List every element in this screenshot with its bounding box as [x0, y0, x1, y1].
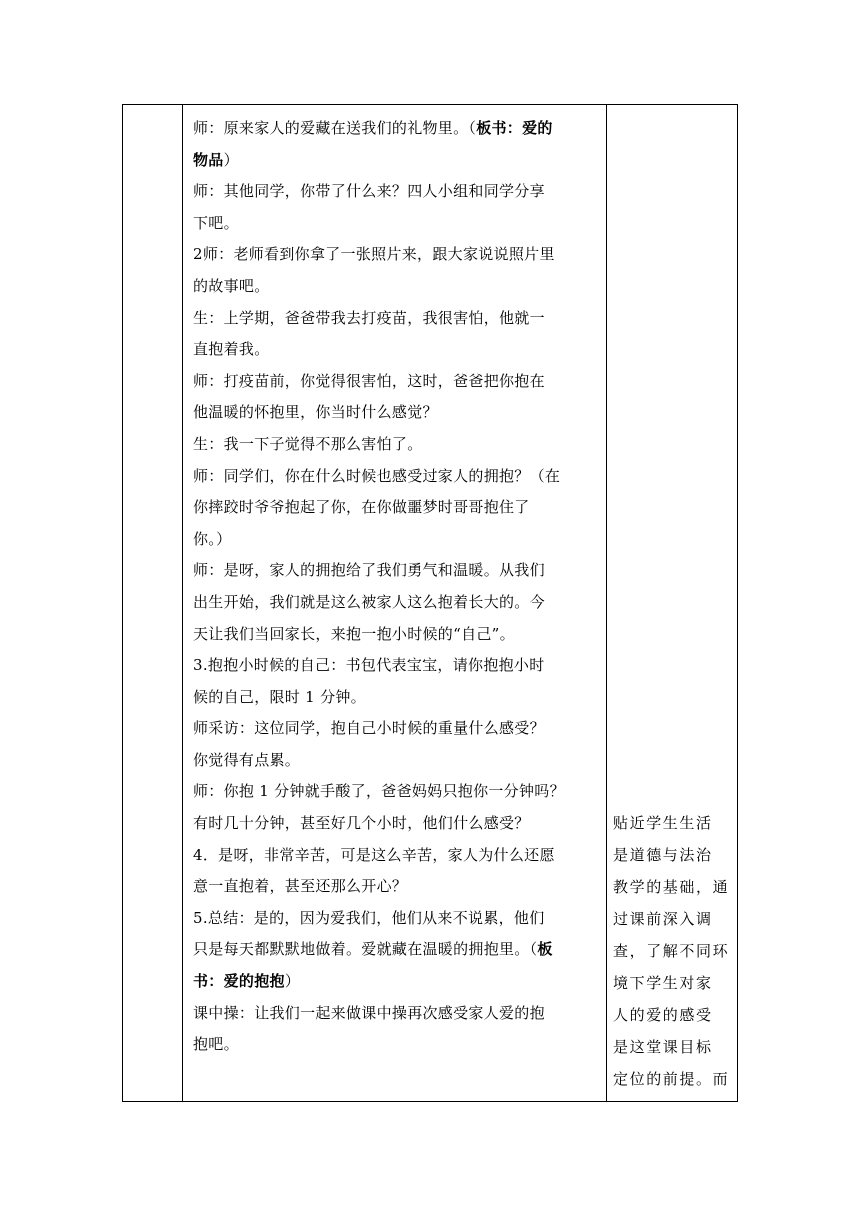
line-text: 师：同学们，你在什么时候也感受过家人的拥抱？（在: [193, 466, 561, 485]
note-text-line: 贴近学生生活: [613, 814, 713, 832]
line-text: 候的自己，限时 1 分钟。: [193, 687, 366, 706]
note-text-line: 教学的基础，通: [613, 878, 730, 896]
main-text-line: [193, 176, 605, 208]
main-text-line: [193, 145, 605, 177]
main-text-line: [193, 334, 605, 366]
line-text: ）: [284, 972, 301, 991]
column-divider-right: [606, 105, 607, 1101]
lesson-table: [122, 104, 738, 1102]
main-text-line: [193, 366, 605, 398]
line-text: 课中操：让我们一起来做课中操再次感受家人爱的抱: [193, 1003, 545, 1022]
line-text: 师：打疫苗前，你觉得很害怕，这时，爸爸把你抱在: [193, 371, 545, 390]
line-text: 他温暖的怀抱里，你当时什么感觉？: [193, 403, 438, 422]
main-text-line: [193, 271, 605, 303]
main-text-line: [193, 903, 605, 935]
line-text: 抱吧。: [193, 1035, 239, 1054]
line-text: 师：原来家人的爱藏在送我们的礼物里。（: [193, 119, 477, 137]
line-text: 5.总结：是的，因为爱我们，他们从来不说累，他们: [193, 908, 545, 927]
board-note-text: 板: [537, 940, 553, 959]
line-text: 2师：老师看到你拿了一张照片来，跟大家说说照片里: [193, 245, 555, 264]
line-text: 直抱着我。: [193, 340, 270, 359]
design-intent-cell: [613, 807, 735, 1095]
main-text-line: [193, 397, 605, 429]
line-text: 师：你抱 1 分钟就手酸了，爸爸妈妈只抱你一分钟吗？: [193, 782, 565, 801]
main-text-line: [193, 429, 605, 461]
main-text-line: [193, 871, 605, 903]
board-note-text: 板书：爱的: [476, 119, 553, 137]
note-text-line: 过课前深入调: [613, 910, 713, 928]
main-text-line: [193, 208, 605, 240]
line-text: 生：我一下子觉得不那么害怕了。: [193, 434, 423, 453]
main-text-line: [193, 461, 605, 493]
line-text: 的故事吧。: [193, 276, 270, 295]
main-text-line: [193, 966, 605, 998]
main-text-line: [193, 619, 605, 651]
line-text: 你。）: [193, 529, 232, 548]
main-text-line: [193, 1029, 605, 1061]
main-text-line: [193, 303, 605, 335]
main-text-line: [193, 998, 605, 1030]
board-note-text: 物品: [193, 150, 224, 169]
main-text-line: [193, 492, 605, 524]
main-text-line: [193, 650, 605, 682]
line-text: 师：其他同学，你带了什么来？四人小组和同学分享: [193, 182, 545, 201]
line-text: 你摔跤时爷爷抱起了你，在你做噩梦时哥哥抱住了: [193, 498, 530, 517]
main-text-line: [193, 840, 605, 872]
line-text: 4．是呀，非常辛苦，可是这么辛苦，家人为什么还愿: [193, 845, 555, 864]
line-text: 意一直抱着，甚至还那么开心？: [193, 877, 408, 896]
note-text-line: 定位的前提。而: [613, 1070, 730, 1088]
line-text: 出生开始，我们就是这么被家人这么抱着长大的。今: [193, 592, 545, 611]
note-text-line: 查，了解不同环: [613, 942, 730, 960]
line-text: 师采访：这位同学，抱自己小时候的重量什么感受？: [193, 719, 545, 738]
line-text: 你觉得有点累。: [193, 750, 301, 769]
main-text-line: [193, 745, 605, 777]
main-text-line: [193, 113, 605, 145]
teaching-process-cell: [193, 113, 605, 1061]
line-text: 有时几十分钟，甚至好几个小时，他们什么感受？: [193, 814, 530, 833]
line-text: 下吧。: [193, 213, 239, 232]
main-text-line: [193, 682, 605, 714]
main-text-line: [193, 934, 605, 966]
main-text-line: [193, 713, 605, 745]
main-text-line: [193, 555, 605, 587]
line-text: 只是每天都默默地做着。爱就藏在温暖的拥抱里。（: [193, 940, 538, 959]
note-text-line: 人的爱的感受: [613, 1006, 713, 1024]
note-text-line: 境下学生对家: [613, 974, 713, 992]
main-text-line: [193, 239, 605, 271]
note-text-line: 是道德与法治: [613, 846, 713, 864]
line-text: ）: [223, 150, 239, 169]
main-text-line: [193, 776, 605, 808]
column-divider-left: [182, 105, 183, 1101]
line-text: 3.抱抱小时候的自己：书包代表宝宝，请你抱抱小时: [193, 656, 545, 675]
line-text: 生：上学期，爸爸带我去打疫苗，我很害怕，他就一: [193, 308, 545, 327]
main-text-line: [193, 587, 605, 619]
line-text: 师：是呀，家人的拥抱给了我们勇气和温暖。从我们: [193, 561, 545, 580]
main-text-line: [193, 808, 605, 840]
main-text-line: [193, 524, 605, 556]
line-text: 天让我们当回家长，来抱一抱小时候的“自己”。: [193, 624, 515, 643]
board-note-text: 书：爱的抱抱: [193, 972, 285, 991]
note-text-line: 是这堂课目标: [613, 1038, 713, 1056]
